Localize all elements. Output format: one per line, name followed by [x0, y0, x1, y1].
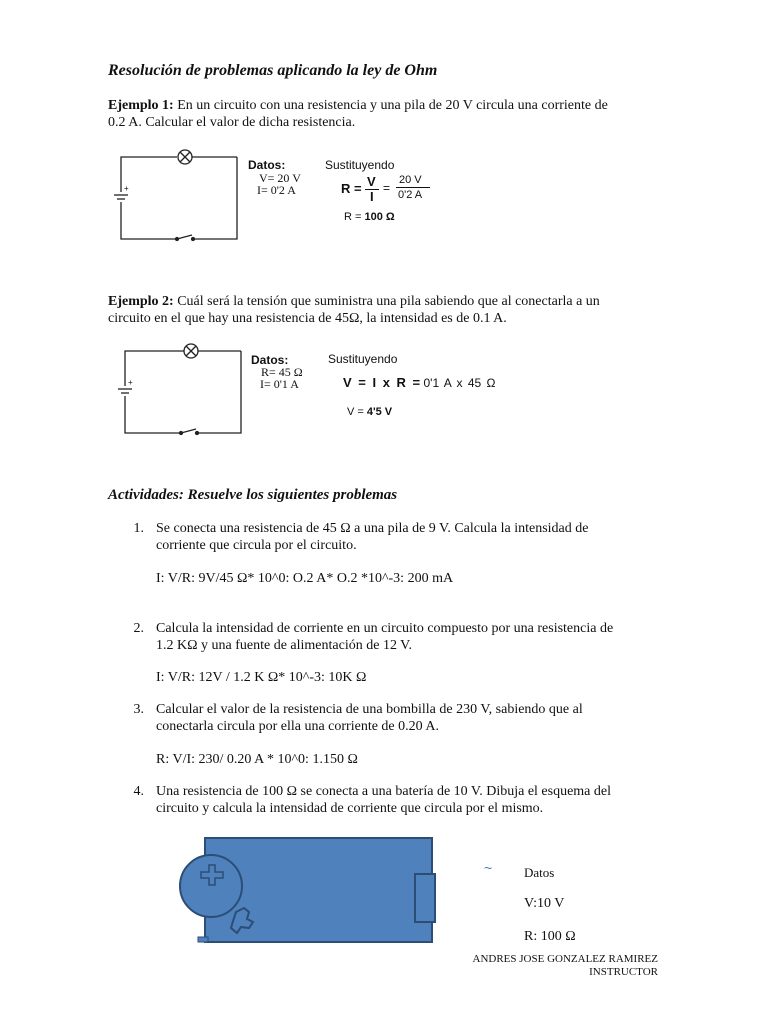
ejemplo1-datos-v: V= 20 V	[259, 171, 301, 185]
footer	[441, 953, 658, 979]
ejemplo2-datos-r: R= 45 Ω	[261, 365, 303, 379]
ejemplo1-sustituyendo-label: Sustituyendo	[325, 158, 395, 172]
problem-line: corriente que circula por el circuito.	[156, 538, 357, 553]
ejemplo2-result-prefix: V =	[347, 406, 364, 418]
ejemplo1-formula-lhs: R =	[341, 181, 362, 196]
footer-role: INSTRUCTOR	[589, 966, 658, 978]
ejemplo1-text-line1: En un circuito con una resistencia y una pila de 20 V circula una corriente de	[173, 98, 608, 113]
ejemplo1-formula-num-value: 20 V	[399, 174, 422, 186]
ejemplo2-label: Ejemplo 2:	[108, 294, 174, 309]
ejemplo1-formula-denominator: I	[370, 189, 374, 204]
problem-line: 1.2 KΩ y una fuente de alimentación de 12 V.	[156, 638, 412, 653]
page-title: Resolución de problemas aplicando la ley de Ohm	[108, 62, 438, 79]
problem-line: Una resistencia de 100 Ω se conecta a una batería de 10 V. Dibuja el esquema del	[156, 784, 611, 799]
problem-line: Se conecta una resistencia de 45 Ω a una pila de 9 V. Calcula la intensidad de	[156, 521, 589, 536]
ejemplo2-formula-bold: V = I x R =	[343, 375, 421, 390]
ejemplo1-text-line2: 0.2 A. Calcular el valor de dicha resistencia.	[108, 115, 356, 130]
ejemplo2-text-line1: Cuál será la tensión que suministra una pila sabiendo que al conectarla a un	[173, 294, 600, 309]
problem-number: 4.	[133, 784, 144, 799]
problem-line: conectarla circula por ella una corriente de 0.20 A.	[156, 719, 439, 734]
ejemplo1-datos-i: I= 0'2 A	[257, 183, 296, 197]
ejemplo1-formula-equals: =	[383, 181, 391, 195]
battery-plus-sign-2: +	[128, 378, 133, 387]
problem-answer: I: V/R: 9V/45 Ω* 10^0: O.2 A* O.2 *10^-3: 200 mA	[156, 571, 454, 586]
problem-answer: R: V/I: 230/ 0.20 A * 10^0: 1.150 Ω	[156, 752, 358, 767]
ejemplo1-label: Ejemplo 1:	[108, 98, 174, 113]
problem-number: 2.	[133, 621, 144, 636]
problem-answer: I: V/R: 12V / 1.2 K Ω* 10^-3: 10K Ω	[156, 670, 367, 685]
ejemplo2-datos-label: Datos:	[251, 353, 289, 367]
drawing-datos-label: Datos	[524, 865, 555, 880]
ejemplo1-formula-numerator: V	[367, 174, 376, 189]
ejemplo2-datos-i: I= 0'1 A	[260, 377, 299, 391]
problem-line: Calcula la intensidad de corriente en un circuito compuesto por una resistencia de	[156, 621, 614, 636]
ejemplo2-sustituyendo-label: Sustituyendo	[328, 352, 398, 366]
problem-line: Calcular el valor de la resistencia de una bombilla de 230 V, sabiendo que al	[156, 702, 583, 717]
drawing-datos-r: R: 100 Ω	[524, 929, 576, 944]
ejemplo2-formula-rest: 0'1 A x 45 Ω	[423, 376, 496, 390]
ejemplo1-result-prefix: R =	[344, 211, 362, 223]
ejemplo2-result-value: 4'5 V	[366, 406, 393, 418]
resistor-icon	[415, 874, 435, 922]
battery-plus-sign-1: +	[124, 184, 129, 193]
tilde-mark: ~	[484, 860, 493, 876]
ejemplo2-text-line2: circuito en el que hay una resistencia de 45Ω, la intensidad es de 0.1 A.	[108, 311, 507, 326]
ejemplo1-result-value: 100 Ω	[364, 211, 395, 223]
ejemplo1-formula-den-value: 0'2 A	[398, 189, 423, 201]
problem-number: 3.	[133, 702, 144, 717]
footer-name: ANDRES JOSE GONZALEZ RAMIREZ	[472, 953, 658, 965]
drawing-datos-v: V:10 V	[524, 896, 565, 911]
problem-number: 1.	[133, 521, 144, 536]
ejemplo1-datos-label: Datos:	[248, 158, 286, 172]
actividades-title: Actividades: Resuelve los siguientes problemas	[108, 487, 398, 503]
problem-line: circuito y calcula la intensidad de corriente que circula por el mismo.	[156, 801, 544, 816]
